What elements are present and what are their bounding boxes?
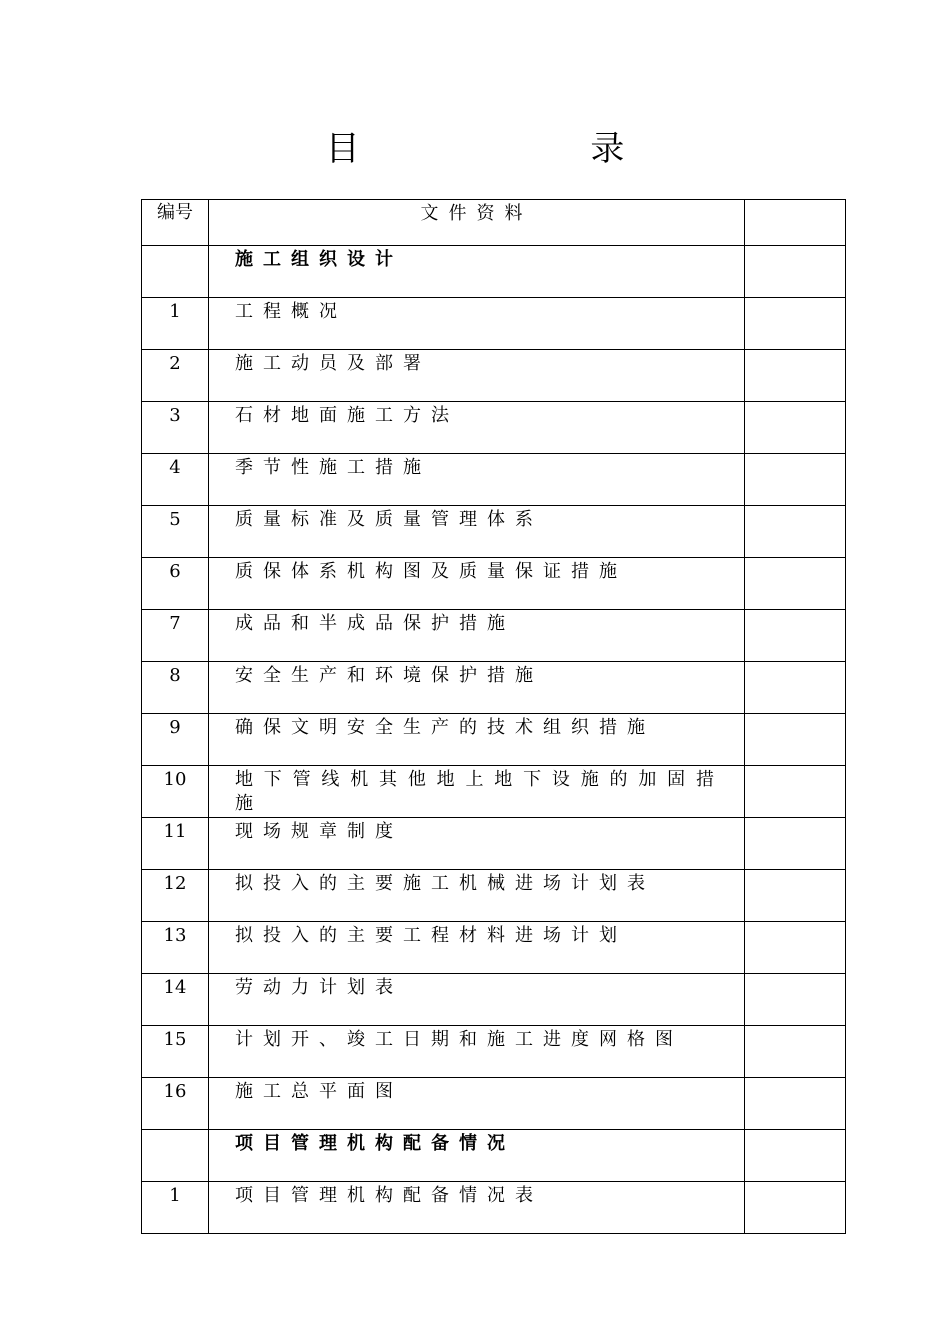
row-title: 质量标准及质量管理体系 [209,506,745,558]
section-title: 项目管理机构配备情况 [209,1130,745,1182]
table-row [142,610,846,662]
table-row [142,870,846,922]
row-title: 劳动力计划表 [209,974,745,1026]
table-row [142,298,846,350]
row-number [142,1130,209,1182]
row-title: 项目管理机构配备情况表 [209,1182,745,1234]
table-row [142,1078,846,1130]
table-row [142,402,846,454]
row-extra [745,298,846,350]
header-number: 编号 [142,200,209,246]
row-extra [745,766,846,818]
row-number: 7 [142,610,209,662]
row-number: 9 [142,714,209,766]
row-title: 地下管线机其他地上地下设施的加固措施 [209,766,745,818]
row-title: 安全生产和环境保护措施 [209,662,745,714]
page-title: 目 录 [325,129,735,169]
row-title: 确保文明安全生产的技术组织措施 [209,714,745,766]
header-extra [745,200,846,246]
row-number: 15 [142,1026,209,1078]
row-title: 成品和半成品保护措施 [209,610,745,662]
row-extra [745,402,846,454]
row-extra [745,610,846,662]
table-row [142,506,846,558]
row-extra [745,1078,846,1130]
row-title: 计划开、竣工日期和施工进度网格图 [209,1026,745,1078]
row-number: 10 [142,766,209,818]
row-title: 拟投入的主要工程材料进场计划 [209,922,745,974]
section-title: 施工组织设计 [209,246,745,298]
row-number: 5 [142,506,209,558]
row-title: 季节性施工措施 [209,454,745,506]
row-extra [745,454,846,506]
table-row [142,922,846,974]
row-title: 石材地面施工方法 [209,402,745,454]
row-extra [745,818,846,870]
row-extra [745,714,846,766]
row-title: 施工总平面图 [209,1078,745,1130]
row-extra [745,662,846,714]
table-row [142,714,846,766]
section-row [142,1130,846,1182]
table-row [142,558,846,610]
row-number: 6 [142,558,209,610]
row-number: 11 [142,818,209,870]
row-number: 13 [142,922,209,974]
row-title: 现场规章制度 [209,818,745,870]
row-title: 工程概况 [209,298,745,350]
table-header-row [142,200,846,246]
table-row [142,974,846,1026]
row-number: 2 [142,350,209,402]
table-row [142,662,846,714]
row-extra [745,506,846,558]
table-row [142,350,846,402]
row-number: 4 [142,454,209,506]
row-number: 1 [142,298,209,350]
row-number: 14 [142,974,209,1026]
table-row [142,1182,846,1234]
row-number: 1 [142,1182,209,1234]
row-extra [745,350,846,402]
table-row [142,1026,846,1078]
row-extra [745,1130,846,1182]
row-number: 16 [142,1078,209,1130]
row-extra [745,870,846,922]
row-number: 3 [142,402,209,454]
row-title: 拟投入的主要施工机械进场计划表 [209,870,745,922]
toc-table [141,199,846,1234]
table-row [142,818,846,870]
row-extra [745,246,846,298]
row-extra [745,1026,846,1078]
table-row [142,454,846,506]
header-document: 文件资料 [209,200,745,246]
row-number: 12 [142,870,209,922]
table-row [142,766,846,818]
row-extra [745,922,846,974]
row-title: 质保体系机构图及质量保证措施 [209,558,745,610]
row-extra [745,1182,846,1234]
row-number [142,246,209,298]
row-extra [745,974,846,1026]
row-title: 施工动员及部署 [209,350,745,402]
section-row [142,246,846,298]
row-number: 8 [142,662,209,714]
row-extra [745,558,846,610]
